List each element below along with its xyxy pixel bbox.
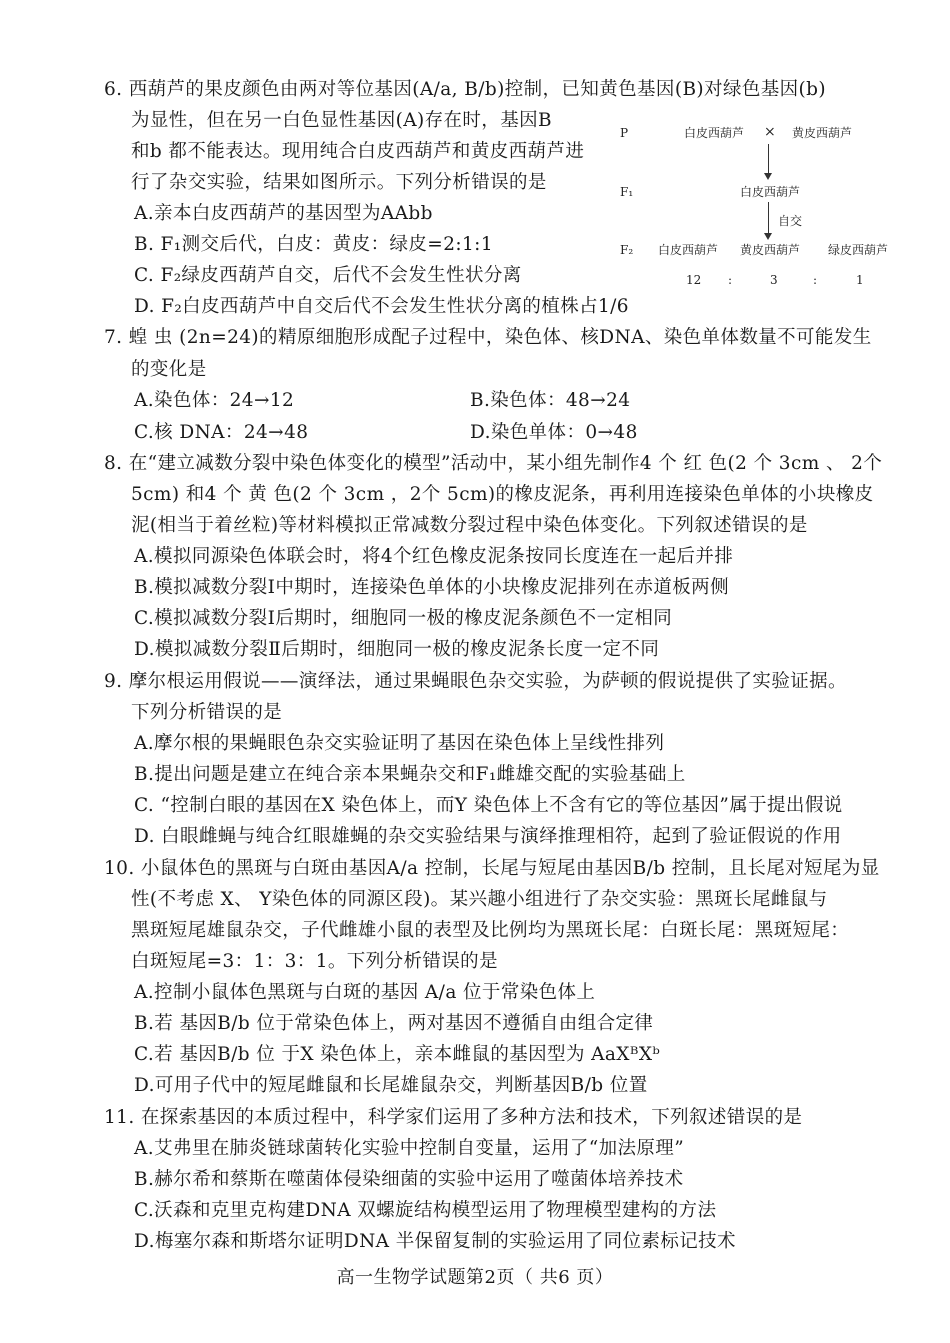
page-footer: 高一生物学试题第2页（ 共6 页）	[336, 1267, 614, 1288]
f1-to-f2-arrowhead	[764, 233, 772, 240]
p-to-f1-arrow-line	[768, 144, 769, 174]
q7-option-d: D.染色单体：0→48	[470, 422, 638, 443]
q10-option-c: C.若 基因B/b 位 于X 染色体上，亲本雌鼠的基因型为 AaXᴮXᵇ	[134, 1044, 661, 1065]
q6-stem-line1: 6. 西葫芦的果皮颜色由两对等位基因(A/a, B/b)控制，已知黄色基因(B)对绿色基因(b)	[104, 79, 827, 100]
q10-stem-line1: 10. 小鼠体色的黑斑与白斑由基因A/a 控制，长尾与短尾由基因B/b 控制，且长尾对短尾为显	[104, 858, 880, 879]
f1-white-offspring: 白皮西葫芦	[740, 185, 801, 199]
q9-option-a: A.摩尔根的果蝇眼色杂交实验证明了基因在染色体上呈线性排列	[134, 733, 665, 754]
q8-option-c: C.模拟减数分裂Ⅰ后期时，细胞同一极的橡皮泥条颜色不一定相同	[134, 608, 673, 629]
q6-option-a: A.亲本白皮西葫芦的基因型为AAbb	[134, 203, 433, 224]
q8-option-b: B.模拟减数分裂Ⅰ中期时，连接染色单体的小块橡皮泥排列在赤道板两侧	[134, 577, 729, 598]
q6-stem-line2: 为显性，但在另一白色显性基因(A)存在时，基因B	[131, 110, 552, 131]
p-yellow-parent: 黄皮西葫芦	[792, 126, 853, 140]
f1-to-f2-arrow-line	[768, 202, 769, 234]
q11-option-c: C.沃森和克里克构建DNA 双螺旋结构模型运用了物理模型建构的方法	[134, 1200, 717, 1221]
ratio-colon-2: :	[813, 273, 818, 287]
p-generation-label: P	[620, 126, 629, 140]
q11-option-a: A.艾弗里在肺炎链球菌转化实验中控制自变量，运用了“加法原理”	[134, 1138, 685, 1159]
q7-option-c: C.核 DNA：24→48	[134, 422, 309, 443]
q10-stem-line2: 性(不考虑 X、 Y染色体的同源区段)。某兴趣小组进行了杂交实验：黑斑长尾雌鼠与	[131, 889, 828, 910]
q9-stem-line1: 9. 摩尔根运用假说——演绎法，通过果蝇眼色杂交实验，为萨顿的假说提供了实验证据。	[104, 671, 847, 692]
q8-option-d: D.模拟减数分裂Ⅱ后期时，细胞同一极的橡皮泥条长度一定不同	[134, 639, 660, 660]
p-to-f1-arrowhead	[764, 173, 772, 180]
q7-stem-line2: 的变化是	[131, 359, 207, 380]
ratio-yellow: 3	[770, 273, 778, 287]
q7-option-b: B.染色体：48→24	[470, 390, 631, 411]
q10-option-d: D.可用子代中的短尾雌鼠和长尾雄鼠杂交，判断基因B/b 位置	[134, 1075, 648, 1096]
cross-diagram	[612, 118, 902, 298]
f1-generation-label: F₁	[620, 185, 634, 199]
cross-symbol: ×	[764, 124, 776, 140]
q6-stem-line3: 和b 都不能表达。现用纯合白皮西葫芦和黄皮西葫芦进	[131, 141, 585, 162]
q6-stem-line4: 行了杂交实验，结果如图所示。下列分析错误的是	[131, 172, 547, 193]
q9-option-c: C. “控制白眼的基因在X 染色体上，而Y 染色体上不含有它的等位基因”属于提出假说	[134, 795, 843, 816]
q9-option-d: D. 白眼雌蝇与纯合红眼雄蝇的杂交实验结果与演绎推理相符，起到了验证假说的作用	[134, 826, 842, 847]
q9-option-b: B.提出问题是建立在纯合亲本果蝇杂交和F₁雌雄交配的实验基础上	[134, 764, 686, 785]
q11-option-d: D.梅塞尔森和斯塔尔证明DNA 半保留复制的实验运用了同位素标记技术	[134, 1231, 736, 1252]
q8-option-a: A.模拟同源染色体联会时，将4个红色橡皮泥条按同长度连在一起后并排	[134, 546, 734, 567]
ratio-green: 1	[856, 273, 864, 287]
q6-option-c: C. F₂绿皮西葫芦自交，后代不会发生性状分离	[134, 265, 522, 286]
q10-stem-line4: 白斑短尾=3：1：3：1。下列分析错误的是	[131, 951, 498, 972]
q11-stem-line1: 11. 在探索基因的本质过程中，科学家们运用了多种方法和技术，下列叙述错误的是	[104, 1107, 803, 1128]
f2-yellow-offspring: 黄皮西葫芦	[740, 243, 801, 257]
ratio-colon-1: :	[728, 273, 733, 287]
q11-option-b: B.赫尔希和蔡斯在噬菌体侵染细菌的实验中运用了噬菌体培养技术	[134, 1169, 684, 1190]
q8-stem-line3: 泥(相当于着丝粒)等材料模拟正常减数分裂过程中染色体变化。下列叙述错误的是	[131, 515, 808, 536]
q6-option-b: B. F₁测交后代，白皮：黄皮：绿皮=2:1:1	[134, 234, 493, 255]
selfing-label: 自交	[778, 214, 803, 228]
q7-stem-line1: 7. 蝗 虫 (2n=24)的精原细胞形成配子过程中，染色体、核DNA、染色单体数量不可能发生	[104, 327, 872, 348]
q9-stem-line2: 下列分析错误的是	[131, 702, 283, 723]
ratio-white: 12	[686, 273, 702, 287]
p-white-parent: 白皮西葫芦	[684, 126, 745, 140]
f2-green-offspring: 绿皮西葫芦	[828, 243, 889, 257]
f2-white-offspring: 白皮西葫芦	[658, 243, 719, 257]
q6-option-d: D. F₂白皮西葫芦中自交后代不会发生性状分离的植株占1/6	[134, 296, 629, 317]
q10-option-a: A.控制小鼠体色黑斑与白斑的基因 A/a 位于常染色体上	[134, 982, 596, 1003]
q8-stem-line1: 8. 在“建立减数分裂中染色体变化的模型”活动中，某小组先制作4 个 红 色(2 个 3cm 、 2个	[104, 453, 883, 474]
q10-stem-line3: 黑斑短尾雄鼠杂交，子代雌雄小鼠的表型及比例均为黑斑长尾：白斑长尾：黑斑短尾：	[131, 920, 850, 941]
q8-stem-line2: 5cm) 和4 个 黄 色(2 个 3cm ，2个 5cm)的橡皮泥条，再利用连接染色单体的小块橡皮	[131, 484, 874, 505]
f2-generation-label: F₂	[620, 243, 634, 257]
q10-option-b: B.若 基因B/b 位于常染色体上，两对基因不遵循自由组合定律	[134, 1013, 654, 1034]
q7-option-a: A.染色体：24→12	[134, 390, 295, 411]
